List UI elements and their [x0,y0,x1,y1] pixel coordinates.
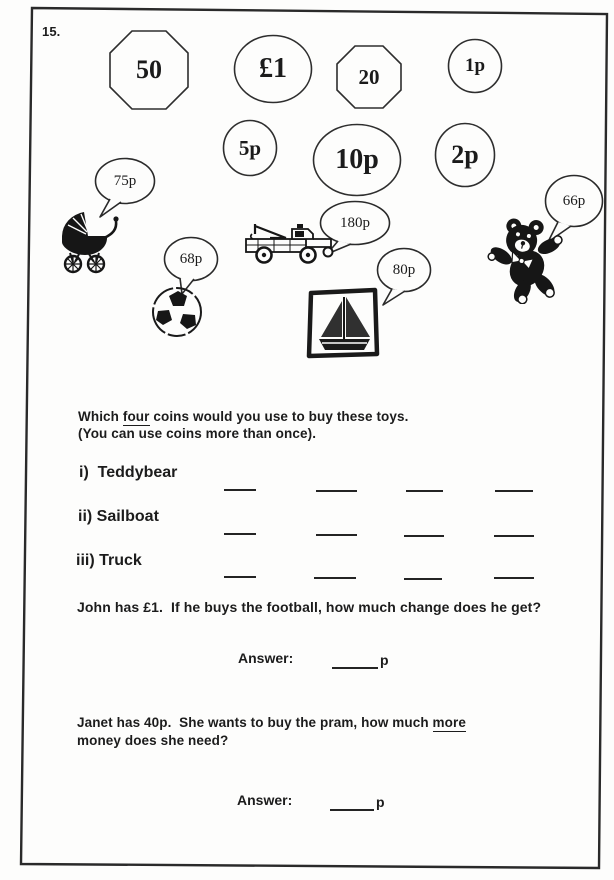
truck-icon [242,221,336,267]
coin-50 [108,29,190,111]
coin-5p [222,119,278,177]
instruction-line1 [78,408,508,425]
instruction-part: coins would you use to buy these toys. [149,409,409,424]
sailboat-icon [304,285,382,361]
answer-blank [332,667,378,669]
answer-blank [494,535,534,537]
pram-icon [55,206,125,278]
price-bubble-teddybear: 66p [562,192,586,209]
answer-blank [330,809,374,811]
answer-blank [316,534,357,536]
answer-label: Answer: [238,650,294,666]
answer-blank [314,577,356,579]
list-item-teddybear: i) Teddybear [79,464,178,481]
answer-label: Answer: [237,792,293,808]
coin-value: 10p [335,144,379,175]
answer-blank [316,490,357,492]
instruction-line2: (You can use coins more than once). [78,426,317,441]
answer-blank [494,577,534,579]
coin-1p [447,38,503,94]
coin-2p [434,122,496,188]
answer-blank [495,490,533,492]
coin-value: 20 [358,64,380,89]
coin-value: 1p [464,55,486,76]
answer-blank [224,533,256,535]
question-janet [77,714,557,750]
answer-blank [224,489,256,491]
instruction-underlined-word: four [122,409,150,424]
coin-1-pound [233,34,313,104]
teddybear-icon [482,216,570,304]
price-bubble-football: 68p [179,251,203,267]
coin-value: £1 [259,53,287,84]
coin-10p [312,123,402,197]
football-icon [150,284,204,338]
coin-value: 5p [238,135,262,160]
janet-line2: money does she need? [77,733,229,748]
janet-line1 [77,714,557,732]
question-john: John has £1. If he buys the football, how much change does he get? [77,599,542,615]
answer-blank [404,535,444,537]
list-item-truck: iii) Truck [76,552,142,569]
price-bubble-truck: 180p [340,215,370,231]
question-number: 15. [42,24,61,39]
answer-blank [404,578,442,580]
coin-20 [335,44,403,110]
answer-unit: p [380,652,389,668]
janet-underlined-word: more [432,715,466,730]
price-bubble-sailboat: 80p [392,262,416,278]
answer-blank [224,576,256,578]
answer-unit: p [376,794,385,810]
list-item-sailboat: ii) Sailboat [78,508,159,525]
instruction-text [78,408,508,442]
price-bubble-pram: 75p [113,173,137,189]
answer-blank [406,490,443,492]
coin-value: 50 [136,55,162,84]
coin-value: 2p [451,140,479,169]
janet-part: Janet has 40p. She wants to buy the pram, how much [77,715,433,730]
instruction-part: Which [78,409,123,424]
